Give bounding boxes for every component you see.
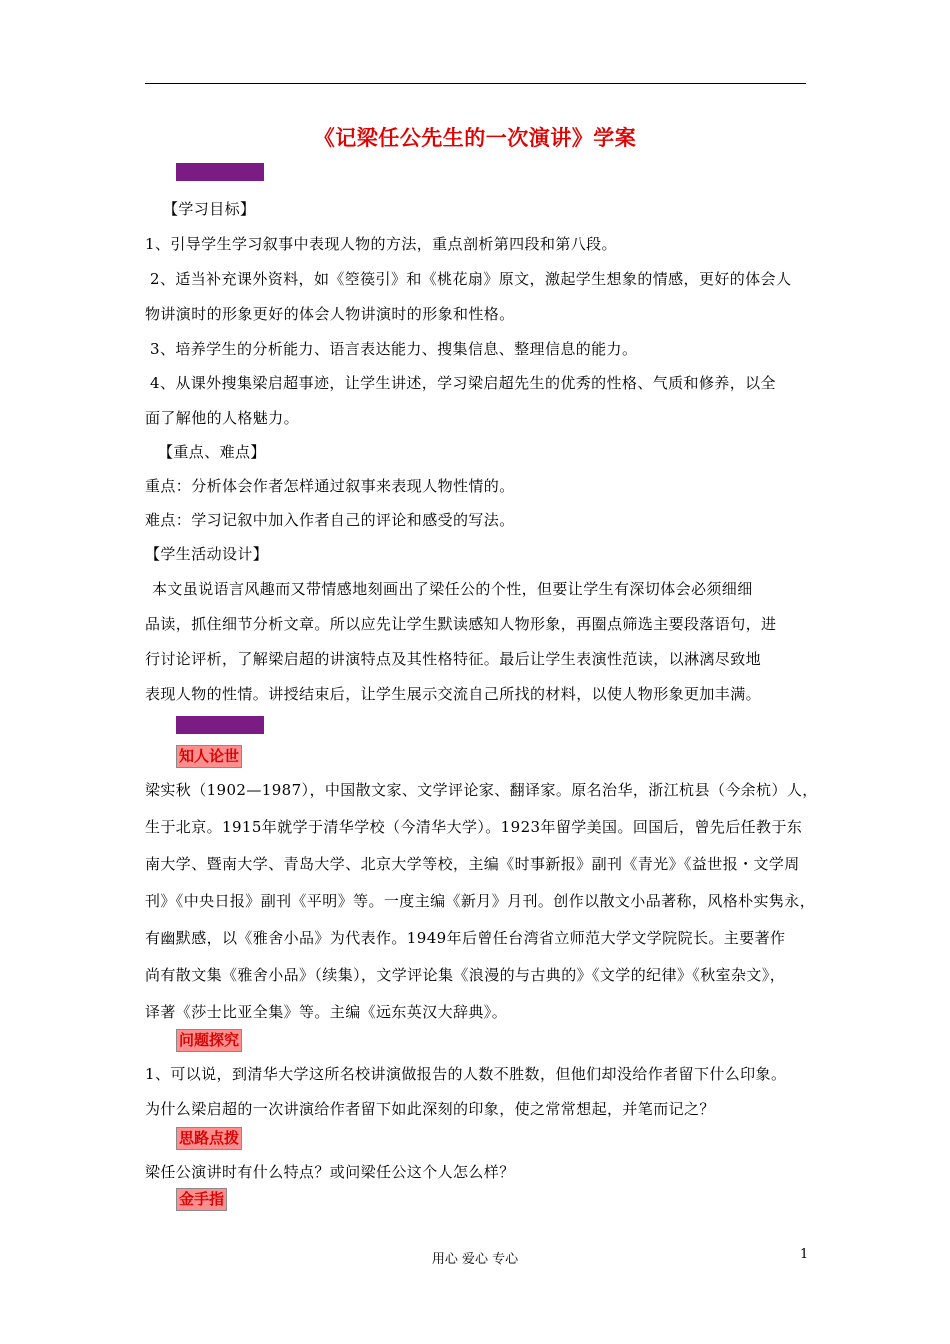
bio-line: 梁实秋（1902—1987），中国散文家、文学评论家、翻译家。原名治华，浙江杭县（今余杭）人，: [145, 781, 818, 799]
content-tag: 【学习内容】: [178, 164, 262, 180]
page-title: 《记梁任公先生的一次演讲》学案: [313, 125, 637, 150]
activity-line: 本文虽说语言风趣而又带情感地刻画出了梁任公的个性，但要让学生有深切体会必须细细: [152, 580, 753, 598]
finger-tag: 金手指: [176, 1188, 227, 1211]
bio-line: 南大学、暨南大学、青岛大学、北京大学等校，主编《时事新报》副刊《青光》《益世报・文学周: [145, 855, 800, 873]
hint-tag: 思路点拨: [176, 1127, 242, 1150]
difficulty-text: 难点：学习记叙中加入作者自己的评论和感受的写法。: [145, 511, 515, 529]
footer-text: 用心 爱心 专心: [431, 1252, 519, 1267]
activity-line: 品读，抓住细节分析文章。所以应先让学生默读感知人物形象，再圈点筛选主要段落语句，进: [145, 615, 777, 633]
activity-line: 表现人物的性情。讲授结束后，让学生展示交流自己所找的材料，以使人物形象更加丰满。: [145, 685, 762, 703]
bio-line: 有幽默感，以《雅舍小品》为代表作。1949年后曾任台湾省立师范大学文学院院长。主要著作: [145, 929, 786, 947]
bio-tag: 知人论世: [176, 745, 242, 768]
inquiry-line: 为什么梁启超的一次讲演给作者留下如此深刻的印象，使之常常想起，并笔而记之？: [145, 1100, 715, 1118]
page-number: 1: [800, 1247, 809, 1262]
inquiry-tag: 问题探究: [176, 1029, 242, 1052]
goal-line: 面了解他的人格魅力。: [145, 409, 300, 427]
activity-line: 行讨论评析，了解梁启超的讲演特点及其性格特征。最后让学生表演性范读，以淋漓尽致地: [145, 650, 762, 668]
keypoint-text: 重点：分析体会作者怎样通过叙事来表现人物性情的。: [145, 477, 515, 495]
bio-line: 刊》《中央日报》副刊《平明》等。一度主编《新月》月刊。创作以散文小品著称，风格朴实隽永，: [145, 892, 816, 910]
activity-heading: 【学生活动设计】: [145, 545, 269, 563]
inquiry-line: 1、可以说，到清华大学这所名校讲演做报告的人数不胜数，但他们却没给作者留下什么印象。: [145, 1065, 787, 1083]
bio-line: 尚有散文集《雅舍小品》（续集），文学评论集《浪漫的与古典的》《文学的纪律》《秋室杂文》，: [145, 966, 786, 984]
keypoints-heading: 【重点、难点】: [158, 443, 266, 461]
goal-line: 4、从课外搜集梁启超事迹，让学生讲述，学习梁启超先生的优秀的性格、气质和修养，以全: [150, 374, 776, 392]
header-rule: [145, 83, 806, 84]
goal-line: 3、培养学生的分析能力、语言表达能力、搜集信息、整理信息的能力。: [150, 340, 638, 358]
bio-line: 译著《莎士比亚全集》等。主编《远东英汉大辞典》。: [145, 1003, 508, 1021]
goal-line: 2、适当补充课外资料，如《箜篌引》和《桃花扇》原文，激起学生想象的情感，更好的体会人: [150, 270, 792, 288]
goals-heading: 【学习目标】: [163, 200, 256, 218]
bio-line: 生于北京。1915年就学于清华学校（今清华大学）。1923年留学美国。回国后，曾先后任教于东: [145, 818, 803, 836]
goal-line: 1、引导学生学习叙事中表现人物的方法，重点剖析第四段和第八段。: [145, 235, 617, 253]
process-tag: 【学习过程】: [178, 717, 262, 733]
hint-text: 梁任公演讲时有什么特点？或问梁任公这个人怎么样？: [145, 1163, 515, 1181]
goal-line: 物讲演时的形象更好的体会人物讲演时的形象和性格。: [145, 305, 515, 323]
